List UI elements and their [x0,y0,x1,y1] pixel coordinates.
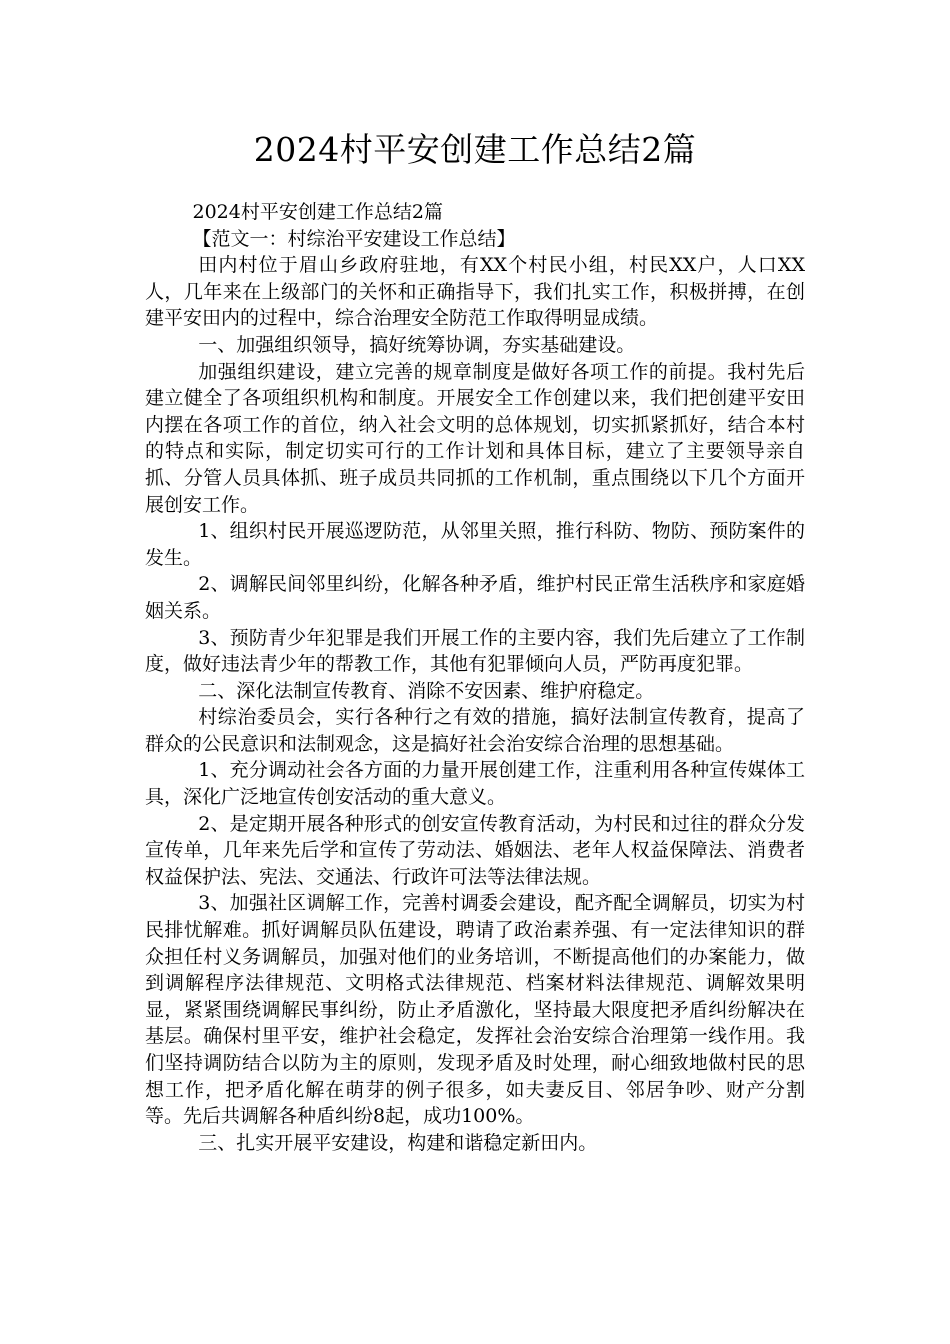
list-item: 2、是定期开展各种形式的创安宣传教育活动，为村民和过往的群众分发宣传单，几年来先后学和宣传了劳动法、婚姻法、老年人权益保障法、消费者权益保护法、宪法、交通法、行政许可法等法律法规。 [145,812,805,888]
body-paragraph: 村综治委员会，实行各种行之有效的措施，搞好法制宣传教育，提高了群众的公民意识和法制观念，这是搞好社会治安综合治理的思想基础。 [145,706,805,755]
list-item: 1、组织村民开展巡逻防范，从邻里关照，推行科防、物防、预防案件的发生。 [145,520,805,569]
subtitle-paragraph: 2024村平安创建工作总结2篇 [192,201,443,223]
list-item: 1、充分调动社会各方面的力量开展创建工作，注重利用各种宣传媒体工具，深化广泛地宣传创安活动的重大意义。 [145,759,805,809]
list-item: 3、加强社区调解工作，完善村调委会建设，配齐配全调解员，切实为村民排忧解难。抓好调解员队伍建设，聘请了政治素养强、有一定法律知识的群众担任村义务调解员，加强对他们的业务培训，不断提高他们的办案能力，做到调解程序法律规范、文明格式法律规范、档案材料法律规范、调解效果明显，紧紧围绕调解民事纠纷，防止矛盾激化，坚持最大限度把矛盾纠纷解决在基层。确保村里平安，维护社会稳定，发挥社会治安综合治理第一线作用。我们坚持调防结合以防为主的原则，发现矛盾及时处理，耐心细致地做村民的思想工作，把矛盾化解在萌芽的例子很多，如夫妻反目、邻居争吵、财产分割等。先后共调解各种盾纠纷8起，成功100%。 [145,892,805,1128]
section-heading-two: 二、深化法制宣传教育、消除不安因素、维护府稳定。 [198,679,655,702]
body-paragraph: 加强组织建设，建立完善的规章制度是做好各项工作的前提。我村先后建立健全了各项组织机构和制度。开展安全工作创建以来，我们把创建平安田内摆在各项工作的首位，纳入社会文明的总体规划，切实抓紧抓好，结合本村的特点和实际，制定切实可行的工作计划和具体目标，建立了主要领导亲自抓、分管人员具体抓、班子成员共同抓的工作机制，重点围绕以下几个方面开展创安工作。 [145,360,805,516]
section-heading-one: 一、加强组织领导，搞好统筹协调，夯实基础建设。 [198,333,636,356]
list-item: 2、调解民间邻里纠纷，化解各种矛盾，维护村民正常生活秩序和家庭婚姻关系。 [145,573,805,622]
body-paragraph: 田内村位于眉山乡政府驻地，有XX个村民小组，村民XX户，人口XX人，几年来在上级部门的关怀和正确指导下，我们扎实工作，积极拼搏，在创建平安田内的过程中，综合治理安全防范工作取得明显成绩。 [145,254,805,330]
list-item: 3、预防青少年犯罪是我们开展工作的主要内容，我们先后建立了工作制度，做好违法青少年的帮教工作，其他有犯罪倾向人员，严防再度犯罪。 [145,626,805,676]
section-heading-three: 三、扎实开展平安建设，构建和谐稳定新田内。 [198,1131,598,1154]
section-heading-fanwen-one: 【范文一：村综治平安建设工作总结】 [192,227,516,250]
document-body [145,199,805,1156]
document-title: 2024村平安创建工作总结2篇 [253,130,697,169]
